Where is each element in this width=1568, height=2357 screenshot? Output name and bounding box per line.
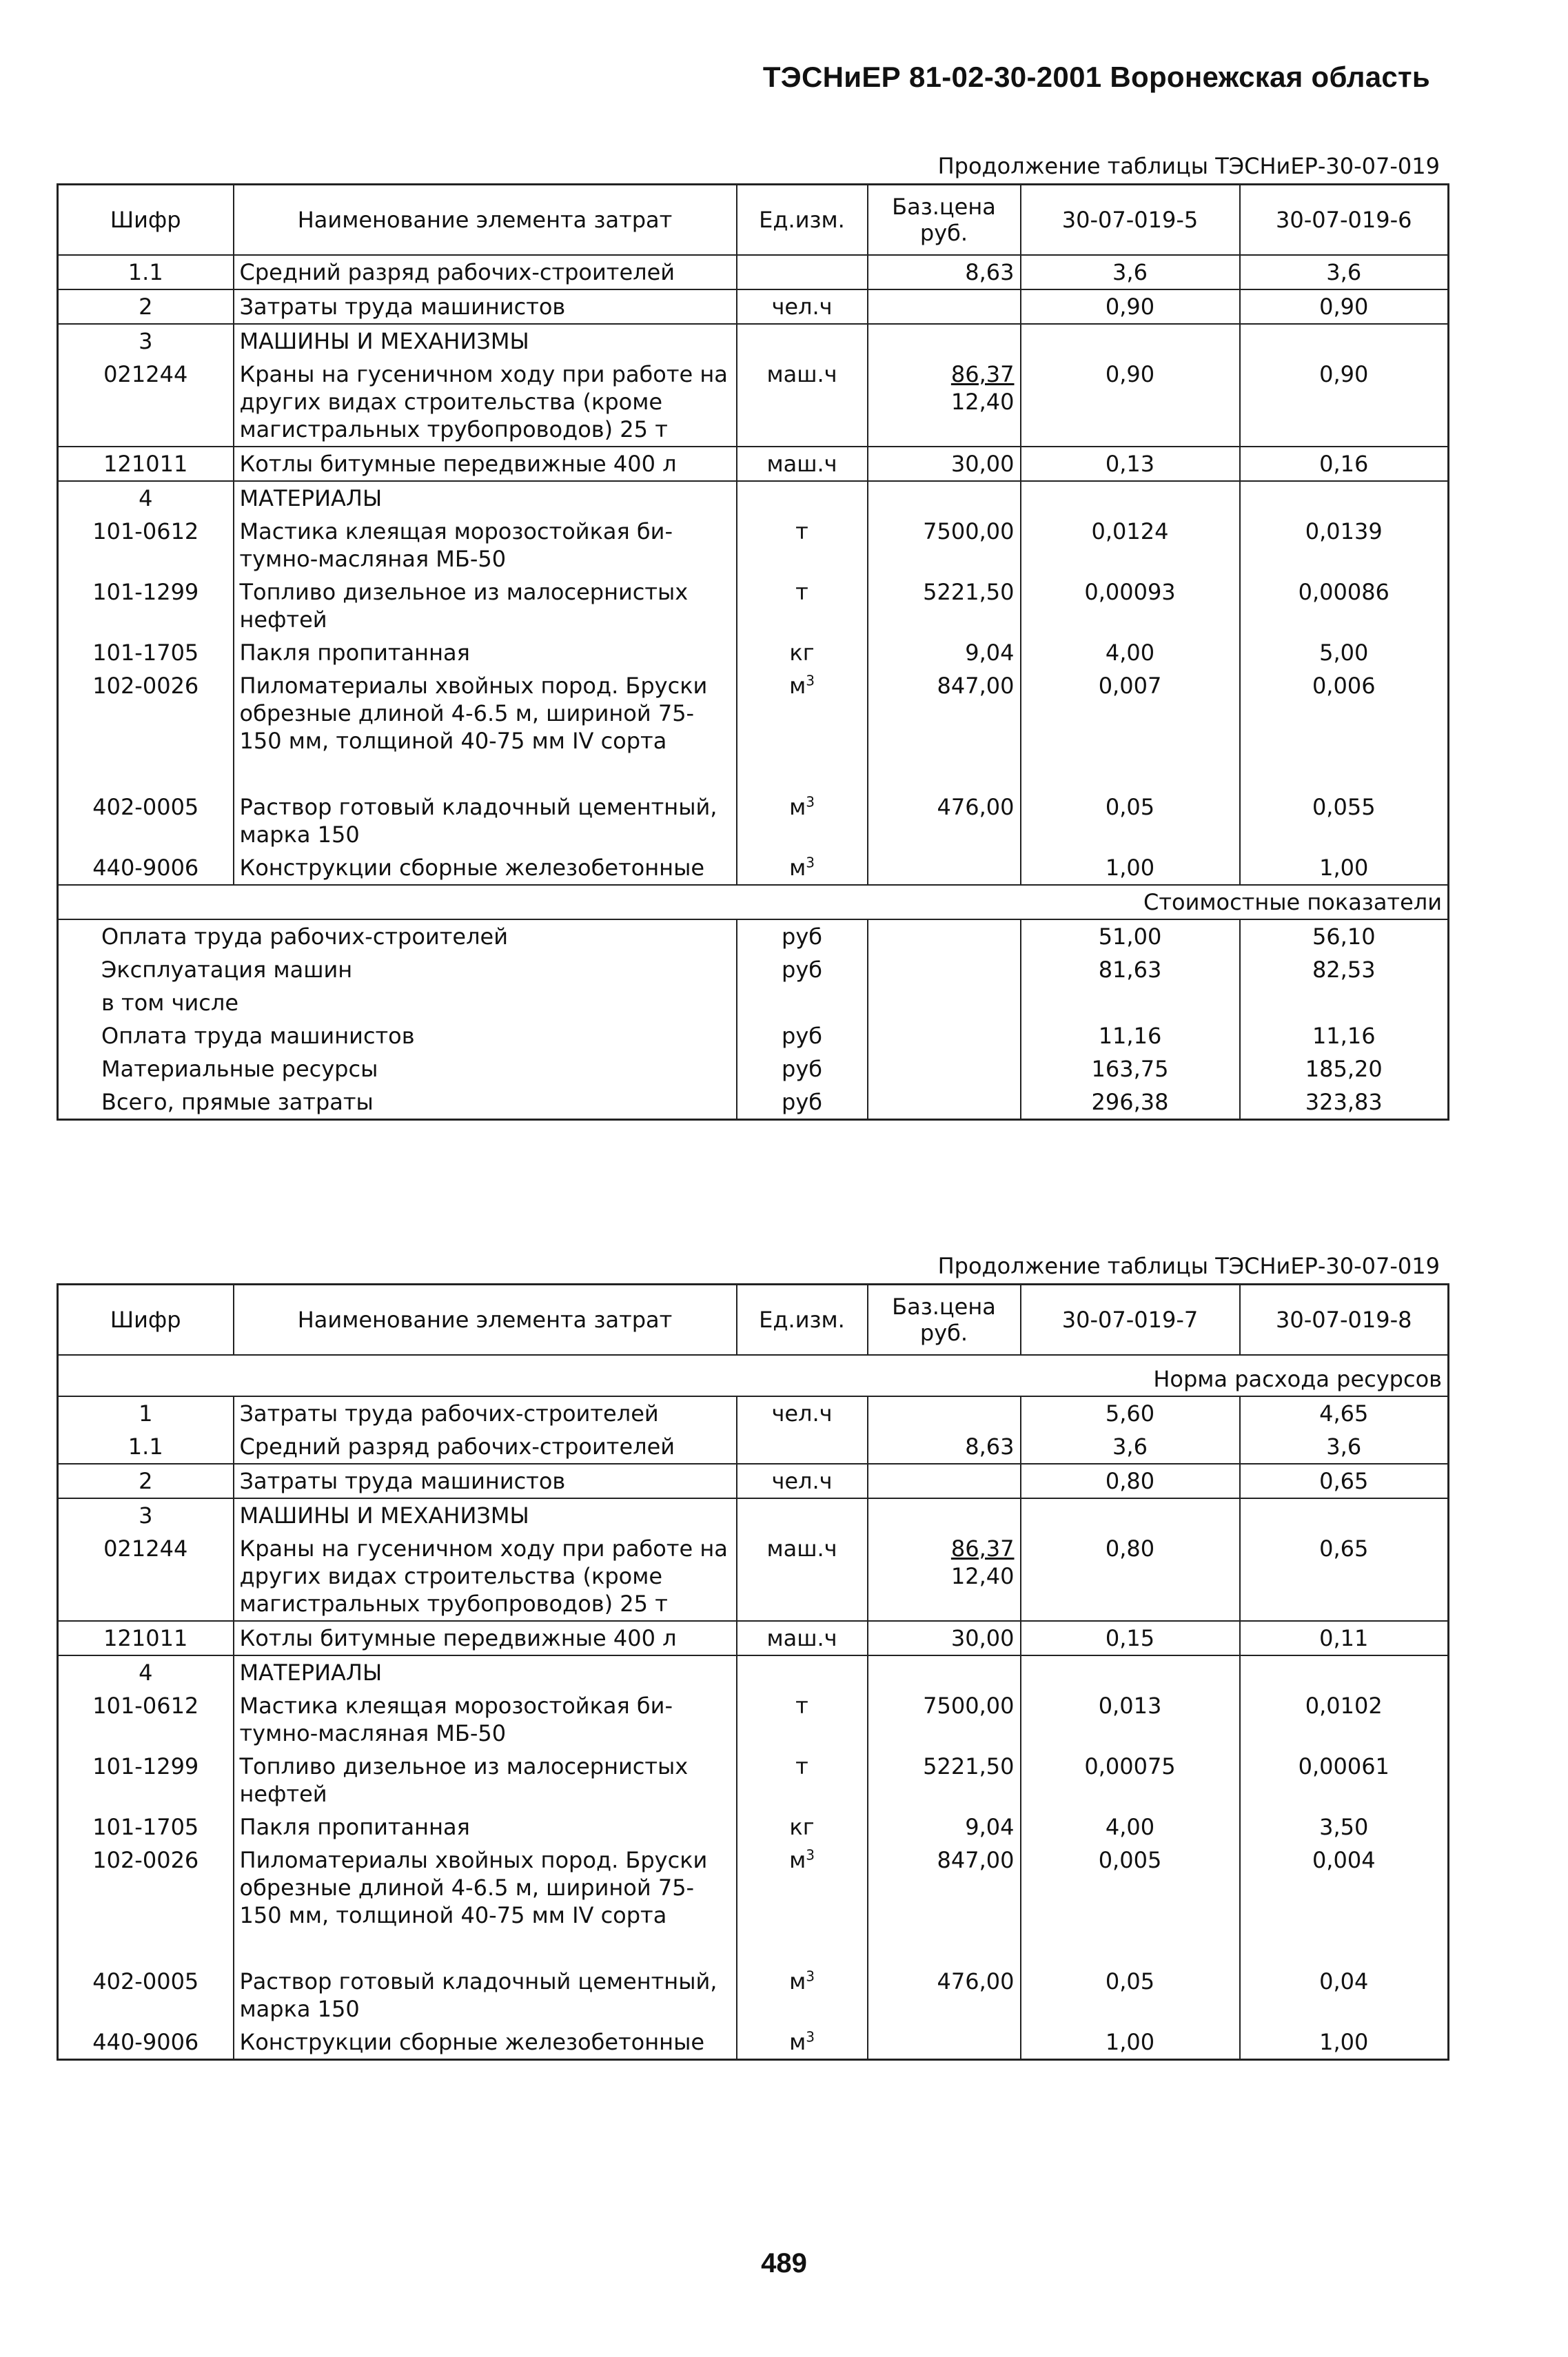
row-price — [868, 1396, 1021, 1430]
row-code: 402-0005 — [58, 790, 234, 851]
col-b-header: 30-07-019-8 — [1240, 1285, 1449, 1356]
cost-row — [58, 986, 1449, 1019]
row-unit: маш.ч — [737, 447, 868, 481]
table2-header-row — [58, 1285, 1449, 1356]
table-row — [58, 636, 1449, 669]
row-value-b: 0,65 — [1240, 1532, 1449, 1621]
price-secondary: 12,40 — [950, 1563, 1015, 1589]
row-code: 402-0005 — [58, 1965, 234, 2026]
row-name: Топливо дизельное из малосернистых нефтей — [234, 1750, 737, 1810]
row-value-a: 1,00 — [1021, 2026, 1240, 2060]
table-row — [58, 1965, 1449, 2026]
row-value-b: 0,006 — [1240, 669, 1449, 757]
row-value-a: 0,00093 — [1021, 575, 1240, 636]
row-value-b: 4,65 — [1240, 1396, 1449, 1430]
row-unit: маш.ч — [737, 358, 868, 447]
row-price: 476,00 — [868, 790, 1021, 851]
row-value-b: 0,0102 — [1240, 1689, 1449, 1750]
table1-header-row — [58, 185, 1449, 256]
row-name: Затраты труда машинистов — [234, 1464, 737, 1498]
row-value-b: 1,00 — [1240, 851, 1449, 885]
row-value-b: 3,6 — [1240, 255, 1449, 289]
row-unit: $м^3$ — [737, 2026, 868, 2060]
row-code: 440-9006 — [58, 2026, 234, 2060]
row-name: Краны на гусеничном ходу при работе на других видах строительства (кроме магистральных трубопроводов) 25 т — [234, 1532, 737, 1621]
row-name: Пакля пропитанная — [234, 1810, 737, 1844]
row-name: Затраты труда рабочих-строителей — [234, 1396, 737, 1430]
cost-unit: руб — [737, 1085, 868, 1120]
cost-label: Оплата труда машинистов — [58, 1019, 737, 1052]
row-code: 102-0026 — [58, 669, 234, 757]
row-unit: $м^3$ — [737, 1965, 868, 2026]
row-code: 101-0612 — [58, 1689, 234, 1750]
row-value-b: 0,04 — [1240, 1965, 1449, 2026]
row-unit: т — [737, 575, 868, 636]
row-code: 1.1 — [58, 255, 234, 289]
row-unit: т — [737, 1750, 868, 1810]
cost-value-b: 11,16 — [1240, 1019, 1449, 1052]
row-value-a: 0,007 — [1021, 669, 1240, 757]
row-code: 2 — [58, 289, 234, 324]
row-price — [868, 358, 1021, 447]
row-unit: кг — [737, 1810, 868, 1844]
row-unit: $м^3$ — [737, 851, 868, 885]
row-code: 102-0026 — [58, 1844, 234, 1932]
row-unit: $м^3$ — [737, 1844, 868, 1932]
row-value-a: 3,6 — [1021, 1430, 1240, 1464]
table1-caption: Продолжение таблицы ТЭСНиЕР-30-07-019 — [937, 153, 1440, 179]
cost-banner-row — [58, 885, 1449, 919]
section-code: 3 — [58, 1498, 234, 1532]
cost-value-a: 81,63 — [1021, 953, 1240, 986]
row-code: 101-1705 — [58, 636, 234, 669]
row-unit: маш.ч — [737, 1621, 868, 1655]
cost-unit: руб — [737, 1052, 868, 1085]
cost-banner: Стоимостные показатели — [58, 885, 1449, 919]
row-name: Котлы битумные передвижные 400 л — [234, 447, 737, 481]
row-value-b: 3,50 — [1240, 1810, 1449, 1844]
section-row — [58, 1655, 1449, 1689]
col-price-header: Баз.цена руб. — [868, 185, 1021, 256]
row-value-a: 0,00075 — [1021, 1750, 1240, 1810]
row-value-b: 3,6 — [1240, 1430, 1449, 1464]
row-code: 440-9006 — [58, 851, 234, 885]
cost-label: Эксплуатация машин — [58, 953, 737, 986]
row-price — [868, 851, 1021, 885]
cost-unit: руб — [737, 953, 868, 986]
section-code: 4 — [58, 481, 234, 515]
row-price: 7500,00 — [868, 1689, 1021, 1750]
row-value-b: 0,90 — [1240, 358, 1449, 447]
row-name: Пиломатериалы хвойных пород. Бруски обрезные длиной 4-6.5 м, шириной 75-150 мм, толщиной 40-75 мм IV сорта — [234, 1844, 737, 1932]
row-price — [868, 289, 1021, 324]
cost-label: Всего, прямые затраты — [58, 1085, 737, 1120]
row-unit: чел.ч — [737, 289, 868, 324]
section-code: 3 — [58, 324, 234, 358]
row-code: 101-1299 — [58, 575, 234, 636]
row-value-b: 0,055 — [1240, 790, 1449, 851]
row-price — [868, 1532, 1021, 1621]
row-value-a: 5,60 — [1021, 1396, 1240, 1430]
cost-value-a: 296,38 — [1021, 1085, 1240, 1120]
cost-value-b: 185,20 — [1240, 1052, 1449, 1085]
row-price: 476,00 — [868, 1965, 1021, 2026]
row-name: Пиломатериалы хвойных пород. Бруски обрезные длиной 4-6.5 м, шириной 75-150 мм, толщиной 40-75 мм IV сорта — [234, 669, 737, 757]
row-value-b: 0,65 — [1240, 1464, 1449, 1498]
cost-value-b: 56,10 — [1240, 919, 1449, 953]
section-row — [58, 1498, 1449, 1532]
row-unit — [737, 255, 868, 289]
table-row — [58, 1750, 1449, 1810]
table2 — [57, 1283, 1449, 2061]
col-unit-header: Ед.изм. — [737, 185, 868, 256]
row-price: 8,63 — [868, 1430, 1021, 1464]
cost-row — [58, 1052, 1449, 1085]
table-row — [58, 1430, 1449, 1464]
table-row — [58, 575, 1449, 636]
row-unit: маш.ч — [737, 1532, 868, 1621]
section-title: МАТЕРИАЛЫ — [234, 481, 737, 515]
table-row — [58, 447, 1449, 481]
cost-value-b: 82,53 — [1240, 953, 1449, 986]
price-primary: 86,37 — [950, 361, 1015, 387]
row-value-a: 4,00 — [1021, 1810, 1240, 1844]
row-price: 5221,50 — [868, 1750, 1021, 1810]
col-name-header: Наименование элемента затрат — [234, 185, 737, 256]
cost-label: Оплата труда рабочих-строителей — [58, 919, 737, 953]
row-unit: кг — [737, 636, 868, 669]
cost-row — [58, 1019, 1449, 1052]
row-unit: чел.ч — [737, 1464, 868, 1498]
col-unit-header: Ед.изм. — [737, 1285, 868, 1356]
row-value-a: 3,6 — [1021, 255, 1240, 289]
row-value-b: 0,004 — [1240, 1844, 1449, 1932]
col-code-header: Шифр — [58, 185, 234, 256]
col-a-header: 30-07-019-5 — [1021, 185, 1240, 256]
cost-value-b — [1240, 986, 1449, 1019]
row-name: Раствор готовый кладочный цементный, марка 150 — [234, 790, 737, 851]
row-name: Конструкции сборные железобетонные — [234, 851, 737, 885]
row-price: 9,04 — [868, 1810, 1021, 1844]
table2-caption: Продолжение таблицы ТЭСНиЕР-30-07-019 — [937, 1253, 1440, 1279]
row-price — [868, 2026, 1021, 2060]
section-title: МАШИНЫ И МЕХАНИЗМЫ — [234, 1498, 737, 1532]
cost-value-b: 323,83 — [1240, 1085, 1449, 1120]
table-row — [58, 1396, 1449, 1430]
row-unit: чел.ч — [737, 1396, 868, 1430]
section-row — [58, 324, 1449, 358]
table-row — [58, 851, 1449, 885]
price-primary: 86,37 — [950, 1535, 1015, 1562]
cost-value-a: 11,16 — [1021, 1019, 1240, 1052]
row-unit: $м^3$ — [737, 790, 868, 851]
col-price-header: Баз.цена руб. — [868, 1285, 1021, 1356]
table-row — [58, 289, 1449, 324]
table-row — [58, 255, 1449, 289]
row-name: Мастика клеящая морозостойкая би-тумно-масляная МБ-50 — [234, 515, 737, 575]
row-price: 847,00 — [868, 1844, 1021, 1932]
row-value-a: 0,15 — [1021, 1621, 1240, 1655]
col-a-header: 30-07-019-7 — [1021, 1285, 1240, 1356]
row-price: 847,00 — [868, 669, 1021, 757]
cost-unit: руб — [737, 919, 868, 953]
row-code: 121011 — [58, 1621, 234, 1655]
row-name: Топливо дизельное из малосернистых нефтей — [234, 575, 737, 636]
row-name: Средний разряд рабочих-строителей — [234, 1430, 737, 1464]
cost-label: Материальные ресурсы — [58, 1052, 737, 1085]
table-row — [58, 1810, 1449, 1844]
row-value-a: 0,13 — [1021, 447, 1240, 481]
section-row — [58, 481, 1449, 515]
row-value-b: 0,90 — [1240, 289, 1449, 324]
cost-label: в том числе — [58, 986, 737, 1019]
row-value-a: 0,90 — [1021, 358, 1240, 447]
row-value-a: 0,90 — [1021, 289, 1240, 324]
row-price: 30,00 — [868, 1621, 1021, 1655]
cost-row — [58, 1085, 1449, 1120]
row-name: Краны на гусеничном ходу при работе на других видах строительства (кроме магистральных трубопроводов) 25 т — [234, 358, 737, 447]
table-row — [58, 515, 1449, 575]
row-code: 1 — [58, 1396, 234, 1430]
row-unit: $м^3$ — [737, 669, 868, 757]
page-number: 489 — [761, 2248, 807, 2278]
row-value-a: 0,013 — [1021, 1689, 1240, 1750]
col-code-header: Шифр — [58, 1285, 234, 1356]
col-b-header: 30-07-019-6 — [1240, 185, 1449, 256]
row-value-b: 0,11 — [1240, 1621, 1449, 1655]
table1 — [57, 183, 1449, 1121]
row-name: Раствор готовый кладочный цементный, марка 150 — [234, 1965, 737, 2026]
row-price: 9,04 — [868, 636, 1021, 669]
cost-value-a: 51,00 — [1021, 919, 1240, 953]
row-unit: т — [737, 515, 868, 575]
section-code: 4 — [58, 1655, 234, 1689]
section-title: МАШИНЫ И МЕХАНИЗМЫ — [234, 324, 737, 358]
table-row — [58, 1464, 1449, 1498]
row-value-b: 0,00061 — [1240, 1750, 1449, 1810]
cost-value-a: 163,75 — [1021, 1052, 1240, 1085]
row-price: 5221,50 — [868, 575, 1021, 636]
row-value-a: 0,0124 — [1021, 515, 1240, 575]
row-price — [868, 1464, 1021, 1498]
row-code: 101-1299 — [58, 1750, 234, 1810]
document-header: ТЭСНиЕР 81-02-30-2001 Воронежская область — [762, 61, 1430, 93]
row-code: 2 — [58, 1464, 234, 1498]
row-code: 021244 — [58, 1532, 234, 1621]
cost-unit — [737, 986, 868, 1019]
row-name: Средний разряд рабочих-строителей — [234, 255, 737, 289]
table-row — [58, 1844, 1449, 1932]
norm-banner-row — [58, 1355, 1449, 1396]
row-value-a: 1,00 — [1021, 851, 1240, 885]
row-unit — [737, 1430, 868, 1464]
row-code: 021244 — [58, 358, 234, 447]
table-row — [58, 790, 1449, 851]
row-code: 121011 — [58, 447, 234, 481]
table-row — [58, 2026, 1449, 2060]
row-value-b: 0,00086 — [1240, 575, 1449, 636]
row-code: 101-1705 — [58, 1810, 234, 1844]
row-name: Затраты труда машинистов — [234, 289, 737, 324]
row-value-b: 5,00 — [1240, 636, 1449, 669]
section-title: МАТЕРИАЛЫ — [234, 1655, 737, 1689]
table-row — [58, 1532, 1449, 1621]
spacer-row — [58, 1932, 1449, 1965]
table-row — [58, 669, 1449, 757]
col-name-header: Наименование элемента затрат — [234, 1285, 737, 1356]
row-name: Мастика клеящая морозостойкая би-тумно-масляная МБ-50 — [234, 1689, 737, 1750]
row-code: 101-0612 — [58, 515, 234, 575]
row-value-a: 0,005 — [1021, 1844, 1240, 1932]
row-value-b: 0,16 — [1240, 447, 1449, 481]
table-row — [58, 1689, 1449, 1750]
row-value-a: 0,05 — [1021, 790, 1240, 851]
row-price: 7500,00 — [868, 515, 1021, 575]
row-price: 8,63 — [868, 255, 1021, 289]
row-code: 1.1 — [58, 1430, 234, 1464]
row-value-b: 0,0139 — [1240, 515, 1449, 575]
row-unit: т — [737, 1689, 868, 1750]
row-value-b: 1,00 — [1240, 2026, 1449, 2060]
cost-row — [58, 919, 1449, 953]
norm-banner: Норма расхода ресурсов — [58, 1355, 1449, 1396]
row-price: 30,00 — [868, 447, 1021, 481]
row-value-a: 0,05 — [1021, 1965, 1240, 2026]
spacer-row — [58, 757, 1449, 790]
price-secondary: 12,40 — [950, 389, 1015, 415]
row-name: Котлы битумные передвижные 400 л — [234, 1621, 737, 1655]
row-value-a: 0,80 — [1021, 1532, 1240, 1621]
cost-unit: руб — [737, 1019, 868, 1052]
cost-value-a — [1021, 986, 1240, 1019]
row-value-a: 0,80 — [1021, 1464, 1240, 1498]
row-name: Конструкции сборные железобетонные — [234, 2026, 737, 2060]
row-name: Пакля пропитанная — [234, 636, 737, 669]
table-row — [58, 358, 1449, 447]
table-row — [58, 1621, 1449, 1655]
row-value-a: 4,00 — [1021, 636, 1240, 669]
cost-row — [58, 953, 1449, 986]
